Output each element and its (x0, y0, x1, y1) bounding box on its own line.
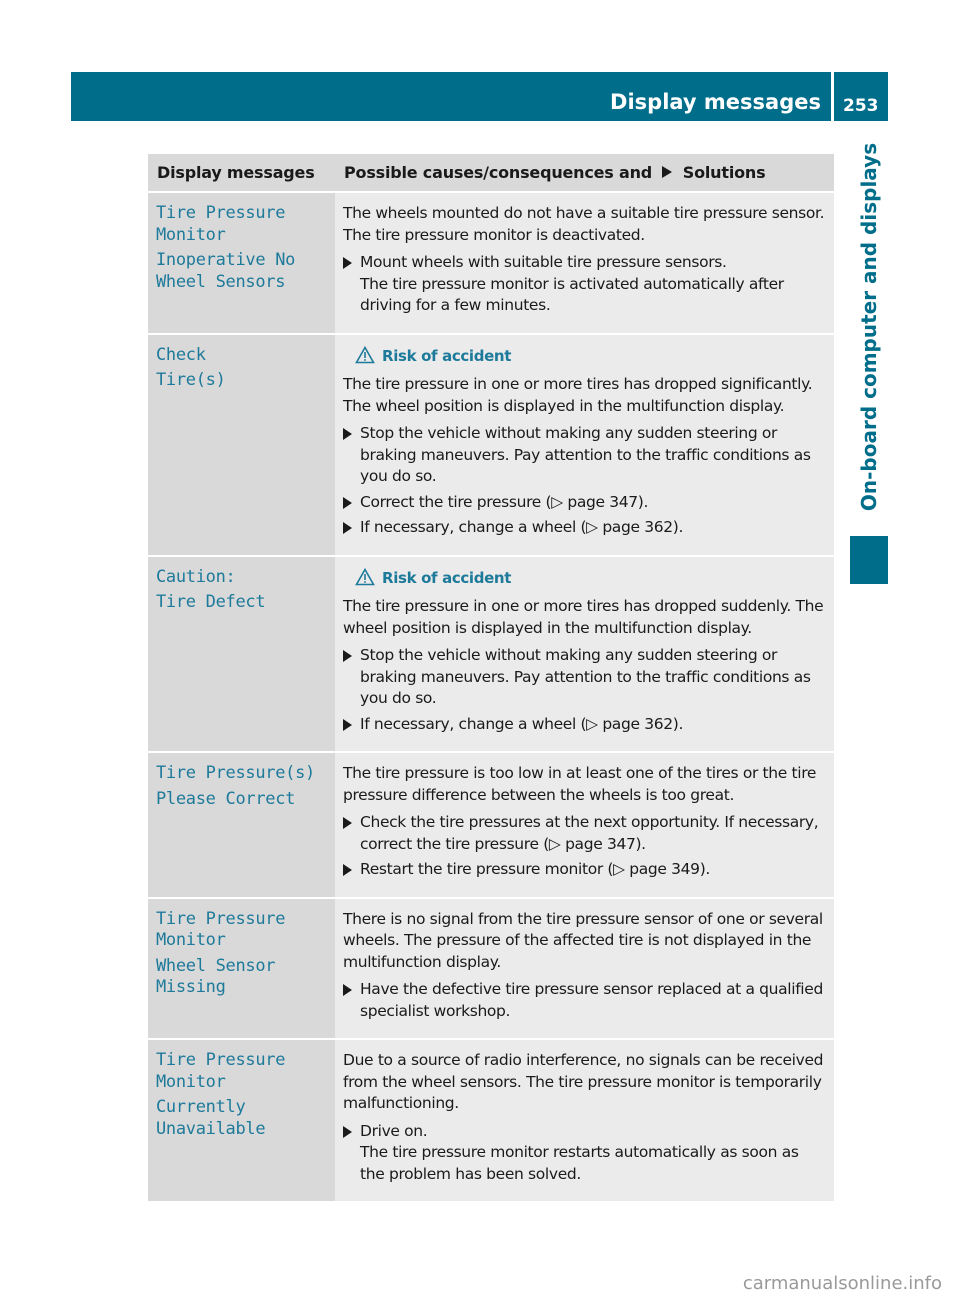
solution-step (343, 1121, 826, 1186)
solution-step-text: Have the defective tire pressure sensor replaced at a qualified specialist workshop. (360, 980, 823, 1020)
message-code-line: Monitor (156, 930, 226, 950)
cause-text: The tire pressure in one or more tires has dropped suddenly. The wheel position is displayed in the multifunction display. (343, 597, 824, 637)
page-title: Display messages (610, 90, 821, 114)
message-code-group (156, 956, 327, 999)
warning-triangle-icon (355, 346, 375, 364)
message-code-line: Monitor (156, 1071, 226, 1092)
message-code-cell (148, 556, 335, 753)
message-code-line: Tire Pressure (156, 1050, 286, 1070)
solutions-arrow-icon (661, 165, 673, 179)
table-row (148, 752, 834, 898)
table-row (148, 334, 834, 556)
warning-triangle-icon (355, 568, 375, 586)
message-code-line: Tire Defect (156, 592, 266, 612)
solution-step (343, 492, 826, 514)
message-code-line: Tire Pressure (156, 203, 286, 223)
solution-step-text: Mount wheels with suitable tire pressure sensors. (360, 253, 727, 271)
cause-solution-cell (335, 192, 834, 334)
table-row (148, 1039, 834, 1201)
message-code-group (156, 763, 327, 810)
col-header-causes-text: Possible causes/consequences and (344, 163, 653, 182)
solution-note: The tire pressure monitor restarts automatically as soon as the problem has been solved. (360, 1143, 799, 1183)
message-code-line: Tire Pressure (156, 908, 286, 929)
col-header-messages: Display messages (148, 154, 335, 192)
warning-label: Risk of accident (382, 346, 512, 365)
message-code-cell (148, 898, 335, 1040)
solution-note: The tire pressure monitor is activated automatically after driving for a few minutes. (360, 274, 784, 314)
message-code-line: Tire Pressure(s) (156, 763, 315, 783)
solution-step-text: Drive on. (360, 1121, 428, 1140)
solution-step (343, 252, 826, 317)
message-code-cell (148, 1039, 335, 1201)
solution-step-text: If necessary, change a wheel (▷ page 362). (360, 518, 684, 536)
message-code-group (156, 909, 327, 952)
solution-step (343, 714, 826, 736)
warning-heading (355, 346, 826, 368)
col-header-solutions-text: Solutions (682, 163, 766, 182)
message-code-line: Check (156, 344, 206, 365)
solution-step (343, 517, 826, 539)
table-row (148, 192, 834, 334)
message-code-cell (148, 192, 335, 334)
warning-heading (355, 568, 826, 590)
cause-solution-cell (335, 752, 834, 898)
message-code-line: Wheel Sensors (156, 271, 286, 292)
message-code-line: Inoperative No (156, 250, 296, 270)
message-code-group (156, 250, 327, 293)
solution-step-text: Check the tire pressures at the next opportunity. If necessary, correct the tire pressure (▷ page 347). (360, 813, 819, 853)
table-body (148, 192, 834, 1201)
cause-solution-cell (335, 898, 834, 1040)
message-code-group (156, 1050, 327, 1093)
page-number-box (834, 72, 888, 121)
message-code-line: Missing (156, 977, 226, 997)
warning-label: Risk of accident (382, 568, 512, 587)
side-tab-label: On-board computer and displays (857, 142, 882, 512)
message-code-group (156, 1097, 327, 1140)
cause-text: The wheels mounted do not have a suitable tire pressure sensor. The tire pressure monitor is deactivated. (343, 204, 825, 244)
col-header-causes (335, 154, 834, 192)
side-tab-marker (850, 536, 888, 584)
solution-step-text: Correct the tire pressure (▷ page 347). (360, 492, 649, 511)
message-code-group (156, 203, 327, 246)
display-messages-table (148, 154, 834, 1201)
page-number: 253 (843, 96, 879, 116)
cause-solution-cell (335, 334, 834, 556)
table-header-row (148, 154, 834, 192)
solution-step (343, 645, 826, 710)
solution-step (343, 812, 826, 855)
solution-step-text: Stop the vehicle without making any sudden steering or braking maneuvers. Pay attention to the traffic conditions as you do so. (360, 424, 811, 485)
table-row (148, 898, 834, 1040)
message-code-cell (148, 752, 335, 898)
solution-step-text: Stop the vehicle without making any sudden steering or braking maneuvers. Pay attention to the traffic conditions as you do so. (360, 646, 811, 707)
message-code-cell (148, 334, 335, 556)
cause-solution-cell (335, 556, 834, 753)
message-code-line: Wheel Sensor (156, 955, 276, 976)
header-bar (71, 72, 831, 121)
solution-step (343, 423, 826, 488)
message-code-group (156, 567, 327, 614)
solution-step (343, 979, 826, 1022)
message-code-line: Tire(s) (156, 370, 226, 390)
message-code-line: Please Correct (156, 788, 296, 809)
message-code-line: Unavailable (156, 1118, 266, 1139)
cause-text: The tire pressure is too low in at least one of the tires or the tire pressure difference between the wheels is too great. (343, 764, 817, 804)
solution-step-text: Restart the tire pressure monitor (▷ page 349). (360, 860, 710, 878)
table-row (148, 556, 834, 753)
cause-text: There is no signal from the tire pressure sensor of one or several wheels. The pressure of the affected tire is not displayed in the multifunction display. (343, 909, 823, 971)
message-code-line: Currently (156, 1097, 246, 1117)
solution-step-text: If necessary, change a wheel (▷ page 362). (360, 714, 684, 733)
message-code-line: Monitor (156, 224, 226, 245)
solution-step (343, 859, 826, 881)
message-code-line: Caution: (156, 566, 236, 587)
cause-text: Due to a source of radio interference, no signals can be received from the wheel sensors. The tire pressure monitor is temporarily malfunctioning. (343, 1051, 824, 1112)
message-code-group (156, 345, 327, 392)
watermark: carmanualsonline.info (742, 1273, 942, 1294)
side-tab-label-wrap (850, 122, 888, 532)
cause-solution-cell (335, 1039, 834, 1201)
cause-text: The tire pressure in one or more tires has dropped significantly. The wheel position is displayed in the multifunction display. (343, 375, 813, 415)
